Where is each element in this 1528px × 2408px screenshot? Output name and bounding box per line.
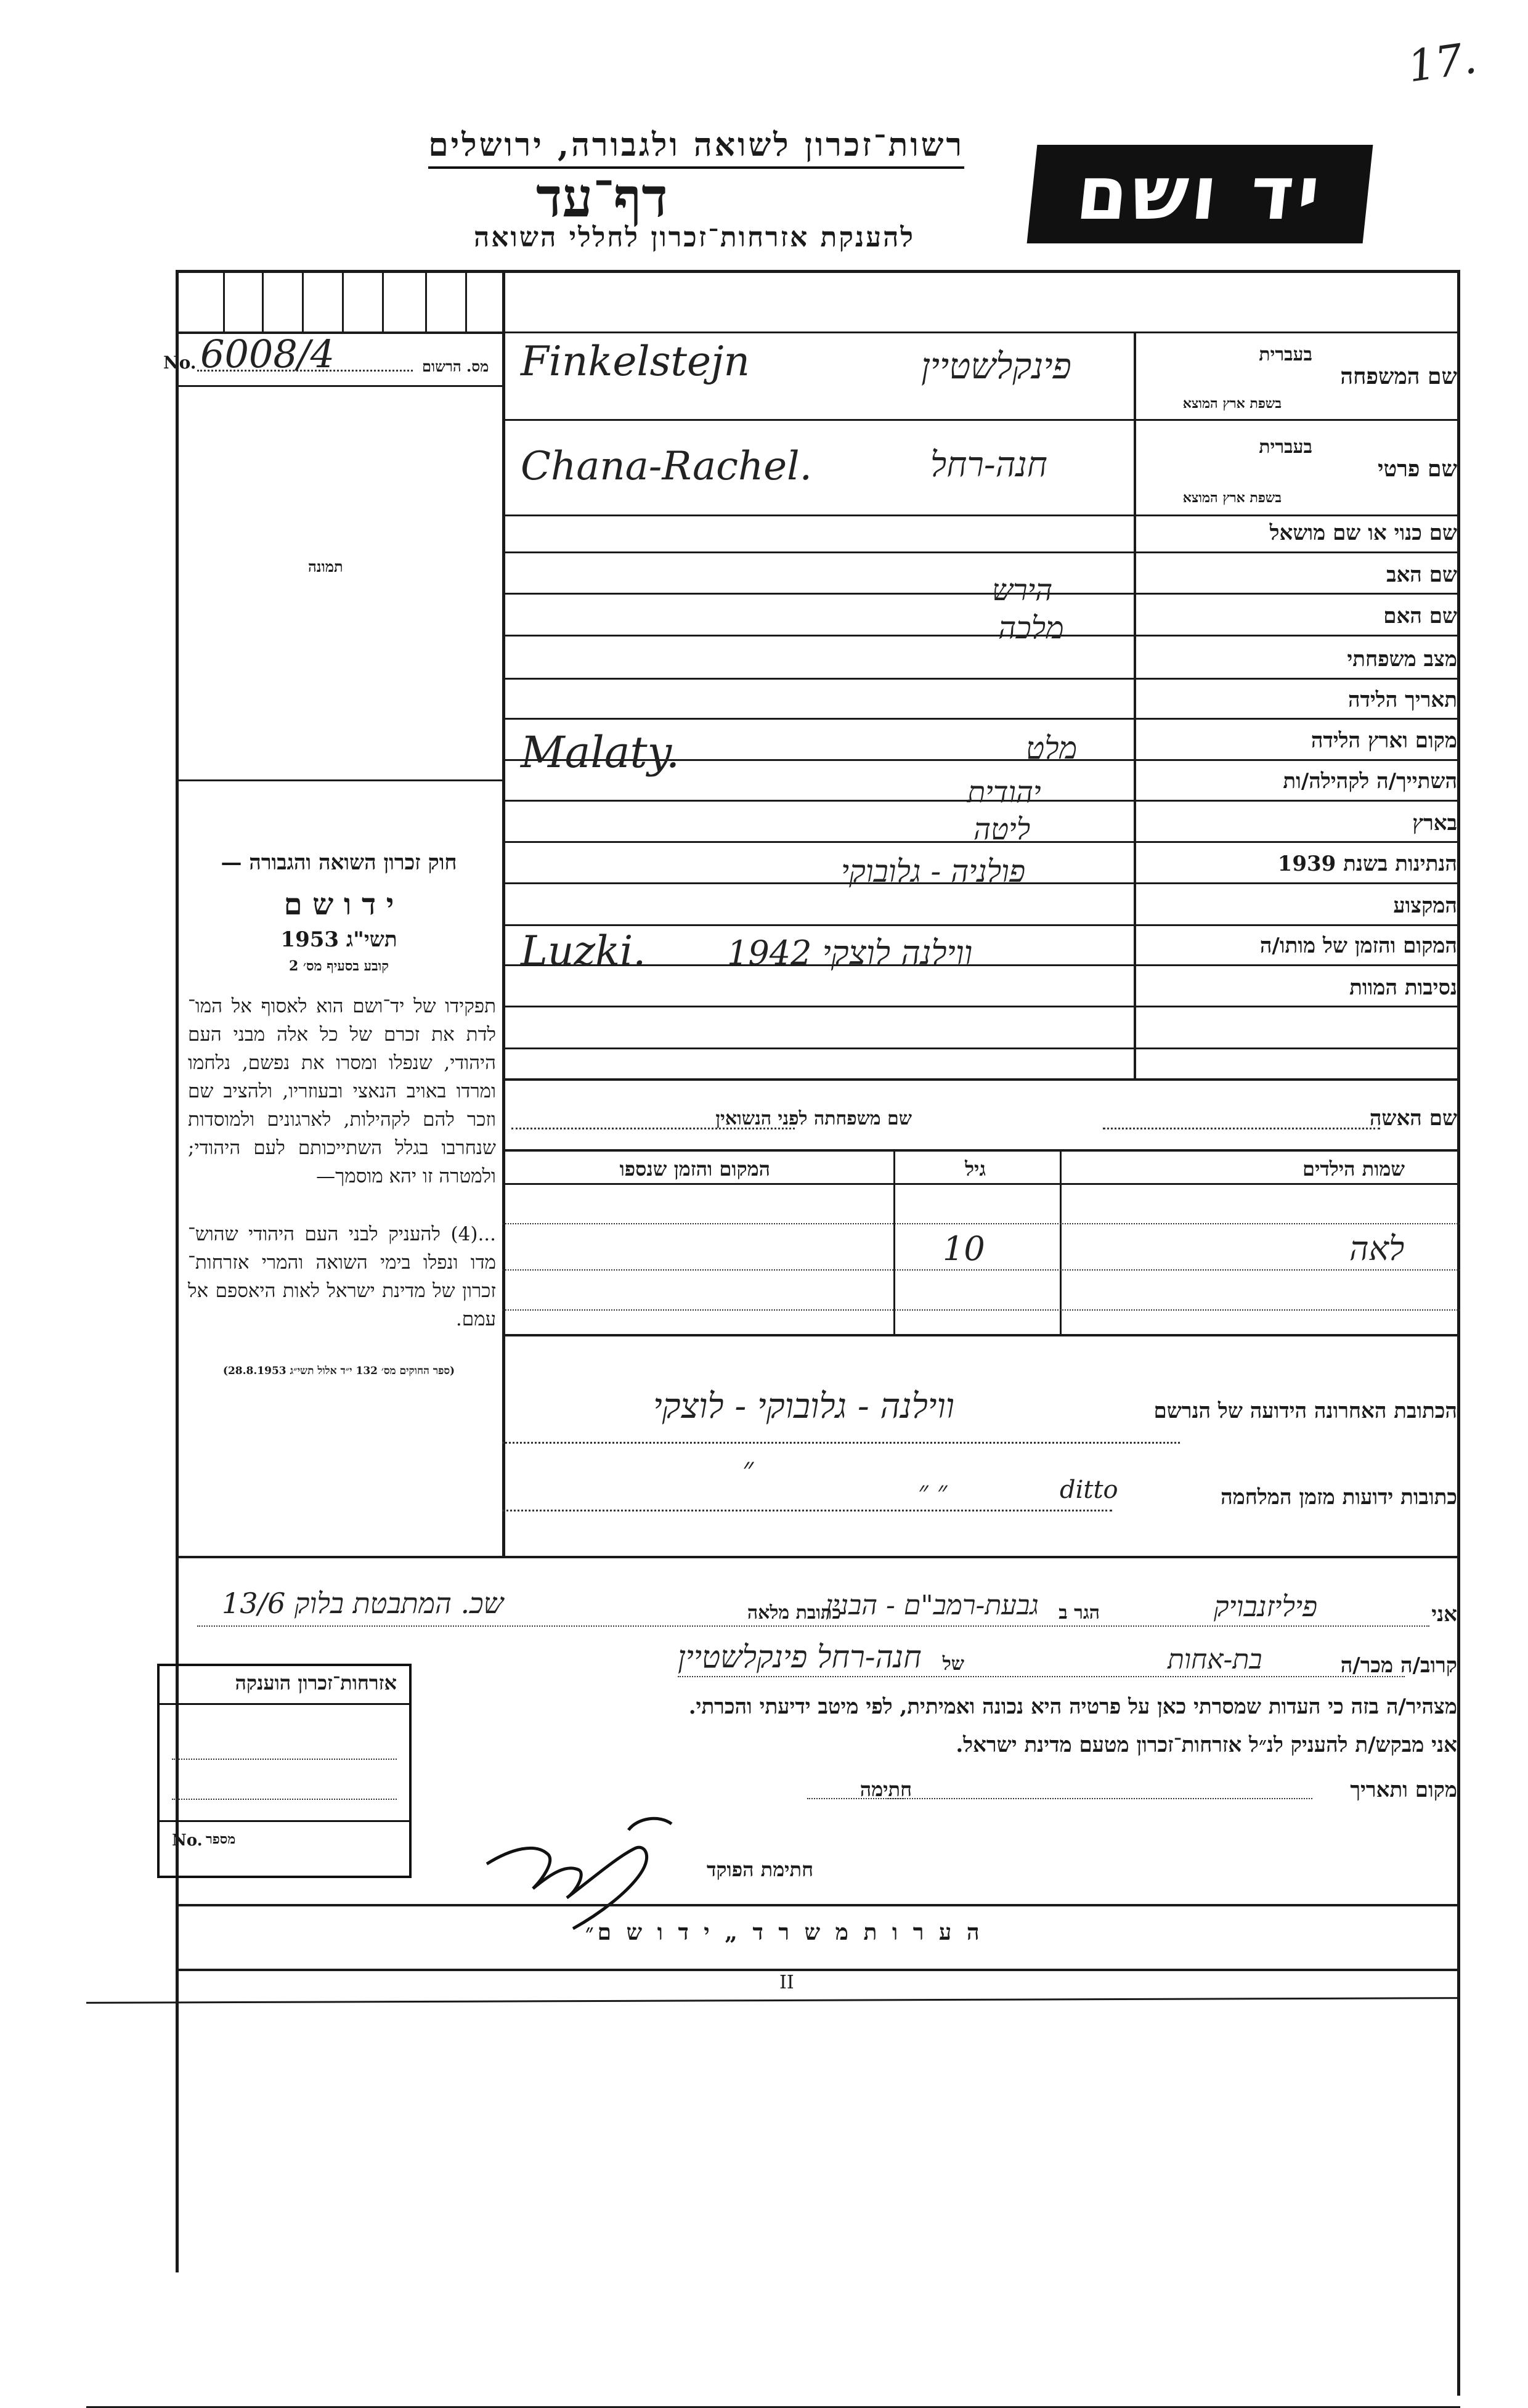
decl-relative-value: בת-אחות [1168, 1644, 1262, 1675]
law-para2: ...(4) להעניק לבני העם היהודי שהוש־ מדו ונפלו בימי השואה והמרי אזרחות־ זכרון של מדינת ישראל לאות היאספם אל עמם. [188, 1223, 496, 1330]
decl-residing-value: גבעת-רמב"ם - הבנין [826, 1590, 1039, 1621]
frame-right [1457, 270, 1460, 2396]
last-address-dots [502, 1442, 1180, 1444]
first-name-hebrew-label: בעברית [1259, 436, 1312, 458]
form-subtitle: להענקת אזרחות־זכרון לחללי השואה [473, 222, 915, 253]
country-value: ליטה [973, 812, 1031, 847]
children-row-dots-2 [502, 1269, 1460, 1271]
first-name-hebrew: חנה-רחל [930, 445, 1047, 485]
children-col-1 [893, 1149, 895, 1334]
citizenship-box-dots-1 [172, 1759, 397, 1760]
decl-place-date-label: מקום ותאריך [1350, 1778, 1457, 1802]
mother-label: שם האם [1383, 604, 1457, 628]
decl-residing-label: הגר ב [1059, 1602, 1100, 1624]
war-addresses-dots [502, 1510, 1112, 1511]
reg-label-he: מס. הרשום [422, 357, 489, 375]
children-header-names: שמות הילדים [1302, 1157, 1405, 1181]
wife-label: שם האשה [1369, 1106, 1457, 1131]
row-line-6 [502, 635, 1460, 637]
wife-maiden-label: שם משפחתה לפני הנשואין [715, 1108, 912, 1129]
law-name: י ד ו ש ם [283, 887, 394, 922]
footer-bottom-line [176, 1969, 1460, 1971]
last-address-value: ווילנה - גלובוקי - לוצקי [653, 1386, 955, 1426]
children-col-2 [1060, 1149, 1062, 1334]
children-header-place: המקום והזמן שנספו [619, 1157, 770, 1181]
citizenship-box-rule-2 [160, 1820, 409, 1822]
decl-officer-label: חתימת הפוקד [707, 1858, 813, 1881]
family-name-origin-label: בשפת ארץ המוצא [1182, 396, 1282, 412]
war-addresses-value: ditto [1060, 1476, 1118, 1504]
reg-no-value: 6008/4 [200, 332, 335, 376]
children-top [502, 1149, 1460, 1152]
section-bottom [176, 1556, 1460, 1558]
row-line-14 [502, 964, 1460, 966]
decl-of-value: חנה-רחל פינקלשטיין [678, 1639, 922, 1675]
wife-maiden-dots [511, 1128, 795, 1129]
row-line-15 [502, 1006, 1460, 1007]
war-addresses-label: כתובות ידועות מזמן המלחמה [1221, 1485, 1457, 1510]
tick-4 [342, 270, 344, 332]
first-name-origin: Chana-Rachel. [521, 444, 812, 489]
frame-left [176, 270, 179, 2272]
law-citation: (ספר החוקים מס׳ 132 י״ד אלול תשי״ג 28.8.1953) [222, 1365, 455, 1377]
tick-5 [382, 270, 384, 332]
citizenship-box [157, 1664, 412, 1878]
citizenship-value: פולניה - גלובוקי [841, 853, 1026, 889]
first-name-origin-label: בשפת ארץ המוצא [1182, 490, 1282, 506]
reg-no-label: No. [163, 352, 197, 373]
row-line-4 [502, 551, 1460, 553]
citizenship-box-no: No. [172, 1831, 203, 1850]
children-bottom [502, 1334, 1460, 1336]
citizenship-box-number-label: מספר [206, 1831, 236, 1847]
child-name: לאה [1349, 1229, 1405, 1268]
decl-address-label: כתובת מלאה [747, 1602, 841, 1624]
decl-signature-dots [807, 1798, 906, 1799]
decl-statement-1: מצהיר/ה בזה כי העדות שמסרתי כאן על פרטיה היא נכונה ואמיתית, לפי מיטב ידיעתי והכרתי. [688, 1694, 1457, 1719]
family-name-label: שם המשפחה [1340, 364, 1457, 389]
tick-6 [425, 270, 427, 332]
community-value: יהודית [967, 775, 1041, 810]
father-value: הירש [992, 573, 1053, 608]
first-name-label: שם פרטי [1378, 456, 1457, 482]
decl-i-value: פיליזנבויק [1214, 1590, 1318, 1623]
citizenship-box-dots-2 [172, 1799, 397, 1800]
footer-mark: II [779, 1972, 794, 1993]
birth-date-label: תאריך הלידה [1347, 688, 1457, 712]
form-title: דף־עד [536, 165, 668, 229]
remarks-title: ה ע ר ו ת מ ש ר ד „ י ד ו ש ם״ [585, 1919, 983, 1945]
death-place-hebrew: ווילנה לוצקי 1942 [727, 934, 973, 972]
law-clause: קובע בסעיף מס׳ 2 [288, 958, 389, 974]
children-header-bottom [502, 1183, 1460, 1185]
father-label: שם האב [1386, 563, 1457, 587]
decl-i-label: אני [1431, 1602, 1457, 1627]
logo-text: יד ושם [1072, 151, 1328, 237]
mother-value: מלכה [998, 610, 1064, 646]
row-line-8 [502, 718, 1460, 720]
law-title: חוק זכרון השואה והגבורה — [221, 850, 457, 875]
decl-signature-label: חתימה [860, 1778, 912, 1801]
photo-bottom [176, 779, 505, 781]
child-age: 10 [943, 1229, 985, 1268]
decl-statement-2: אני מבקש/ת להעניק לנ״ל אזרחות־זכרון מטעם מדינת ישראל. [956, 1733, 1457, 1757]
decl-i-dots [197, 1625, 1429, 1627]
row-line-2 [502, 419, 1460, 421]
page-number: 17. [1404, 32, 1480, 92]
nickname-label: שם כנוי או שם מושאל [1269, 521, 1457, 545]
decl-of-label: של [942, 1653, 964, 1675]
family-name-hebrew-label: בעברית [1259, 344, 1312, 365]
tick-3 [302, 270, 304, 332]
death-circumstances-label: נסיבות המוות [1349, 975, 1457, 1000]
birth-place-origin: Malaty. [521, 727, 680, 778]
decl-address-value: שכ. המתבטת בלוק 13/6 [222, 1587, 504, 1620]
birth-place-label: מקום וארץ הלידה [1311, 728, 1457, 753]
row-line-17 [502, 1078, 1460, 1081]
death-place-origin: Luzki. [521, 927, 646, 975]
row-line-3 [502, 515, 1460, 516]
law-year: תשי"ג 1953 [280, 927, 397, 952]
reg-row-bottom [176, 385, 505, 387]
family-name-hebrew: פינקלשטיין [921, 345, 1071, 387]
label-col-divider [1134, 332, 1136, 1078]
row-line-13 [502, 924, 1460, 926]
left-col-divider [502, 270, 505, 1558]
occupation-label: המקצוע [1393, 893, 1457, 918]
citizenship-label: הנתינות בשנת 1939 [1277, 852, 1457, 876]
photo-label: תמונה [308, 558, 343, 576]
children-header-age: גיל [965, 1157, 986, 1181]
authority-title: רשות־זכרון לשואה ולגבורה, ירושלים [428, 126, 964, 169]
family-name-origin: Finkelstejn [521, 338, 750, 385]
war-addresses-extra: ״ ״ [918, 1476, 948, 1507]
tick-7 [465, 270, 467, 332]
frame-top [176, 270, 1460, 273]
decl-relative-dots [678, 1676, 1405, 1677]
citizenship-box-rule [160, 1703, 409, 1705]
footer-stroke [86, 1997, 1460, 2004]
marital-label: מצב משפחתי [1347, 647, 1457, 672]
birth-place-hebrew: מלט [1026, 730, 1078, 766]
wife-dots [1103, 1128, 1380, 1129]
footer-top-line [176, 1904, 1460, 1906]
children-row-dots-1 [502, 1223, 1460, 1224]
row-line-7 [502, 678, 1460, 680]
death-place-label: המקום והזמן של מותו/ה [1259, 934, 1457, 958]
last-address-label: הכתובת האחרונה הידועה של הנרשם [1153, 1399, 1457, 1423]
row-line-5 [502, 593, 1460, 595]
war-ditto-top: ״ [742, 1451, 754, 1486]
law-para1: תפקידו של יד־ושם הוא לאסוף אל המו־ לדת את זכרם של כל אלה מבני העם היהודי, שנפלו ומסרו את נפשם, נלחמו ומרדו באויב הנאצי ובעוזריו, ולהציב שם וזכר להם לקהילות, לארגונים ולמוסדות שנחרבו בגלל השתייכותם לעם היהודי; ולמטרה זו יהא מוסמך— [188, 995, 496, 1187]
children-row-dots-3 [502, 1309, 1460, 1311]
country-label: בארץ [1412, 811, 1457, 836]
citizenship-box-title: אזרחות־זכרון הוענקה [235, 1671, 397, 1694]
tick-2 [262, 270, 264, 332]
tick-1 [223, 270, 225, 332]
community-label: השתייך/ה לקהילה/ות [1283, 769, 1457, 794]
decl-place-date-dots [887, 1798, 1312, 1799]
yad-vashem-logo [1027, 145, 1373, 243]
decl-relative-label: קרוב/ה מכר/ה [1340, 1653, 1457, 1678]
row-line-1 [502, 332, 1460, 333]
row-line-16 [502, 1047, 1460, 1049]
